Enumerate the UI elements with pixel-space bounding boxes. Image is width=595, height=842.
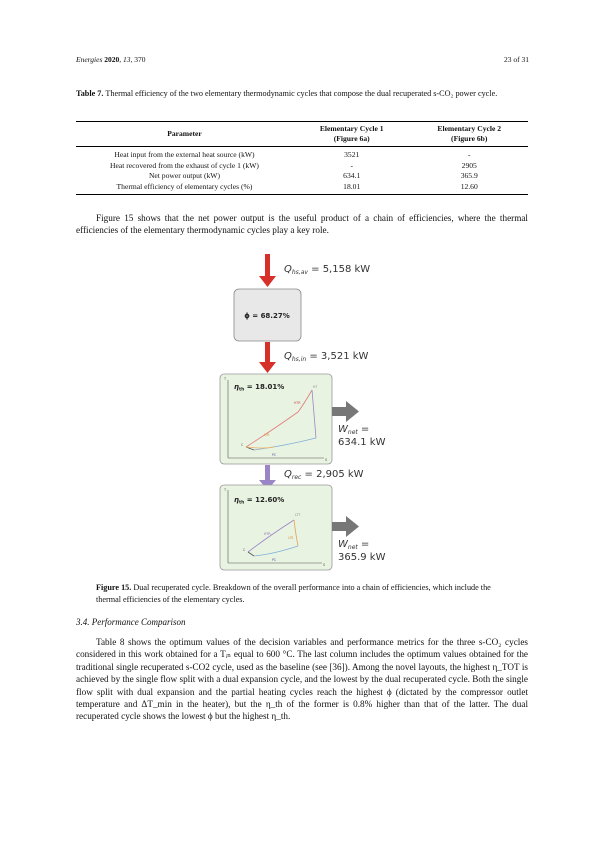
heat-available-arrowhead bbox=[259, 276, 276, 287]
cycle2-label-ltr: LTR bbox=[288, 536, 294, 540]
page-header bbox=[76, 55, 529, 64]
table-row: Heat input from the external heat source (kW) 3521 - bbox=[114, 150, 471, 159]
col-header-cycle2: Elementary Cycle 2 (Figure 6b) bbox=[410, 122, 528, 147]
table-row: Thermal efficiency of elementary cycles (%) 18.01 12.60 bbox=[76, 182, 528, 195]
wnet1-arrowhead bbox=[346, 401, 359, 422]
q-hs-in-label: $Q_{hs,in} = 3,521$ kW bbox=[284, 351, 369, 363]
col-header-parameter: Parameter bbox=[76, 122, 293, 147]
cycle2-label-htr: HTR bbox=[264, 532, 271, 536]
journal-citation: Energies 2020, 13, 370 bbox=[76, 55, 146, 64]
paragraph-intro: Figure 15 shows that the net power output is the useful product of a chain of efficiencies, where the thermal efficiencies of the elementary thermodynamic cycles play a key role. bbox=[76, 213, 528, 236]
cycle1-label-pc: PC bbox=[272, 453, 277, 457]
cycle2-label-c: C bbox=[243, 548, 246, 552]
wnet1-label: $W_{net}$ = bbox=[338, 424, 370, 436]
wnet1-arrow bbox=[332, 407, 347, 416]
eta1-label: $\eta_{th} = 18.01\%$ bbox=[234, 383, 285, 393]
cycle1-label-c: C bbox=[241, 443, 244, 447]
figure-caption: Figure 15. Dual recuperated cycle. Breakdown of the overall performance into a chain of efficiencies, which include the thermal efficiencies of the elementary cycles. bbox=[96, 583, 491, 604]
table-caption: Table 7. Thermal efficiency of the two elementary thermodynamic cycles that compose the dual recuperated s-CO₂ power cycle. bbox=[76, 89, 498, 98]
cycle1-label-ltr: LTR bbox=[264, 433, 270, 437]
heat-recovered-arrow bbox=[265, 465, 270, 482]
cycle2-t-label: T bbox=[224, 488, 227, 492]
page-number: 23 of 31 bbox=[504, 55, 529, 64]
q-rec-label: $Q_{rec} = 2,905$ kW bbox=[284, 469, 364, 481]
paragraph-comparison: Table 8 shows the optimum values of the decision variables and performance metrics for the three s-CO₂ cycles considered in this work obtained for a Tᵢₙ equal to 600 °C. The last column includes the optimum values obtained for the traditional single recuperated s-CO2 cycle, used as the baseline (see [36]). Among the novel layouts, the highest η_TOT is achieved by the single flow split with a dual expansion cycle, and the lowest by the dual recuperated cycle. Both the single flow split with dual expansion and the partial heating cycles reach the highest ϕ (dictated by the compressor outlet temperature and ΔT_min in the heater), but the η_th of the former is 0.8% higher than that of the latter. The dual recuperated cycle shows the lowest ϕ but the highest η_th. bbox=[76, 637, 528, 722]
phi-label: ϕ = 68.27% bbox=[244, 312, 290, 320]
heat-input-arrow bbox=[265, 342, 270, 364]
eta2-label: $\eta_{th} = 12.60\%$ bbox=[234, 496, 285, 506]
q-hs-av-label: $Q_{hs,av} = 5,158$ kW bbox=[284, 264, 371, 276]
cycle1-label-ht: HT bbox=[313, 385, 318, 389]
wnet2-label: $W_{net}$ = bbox=[338, 539, 370, 551]
table-row: Net power output (kW) 634.1 365.9 bbox=[148, 171, 478, 180]
cycle1-s-label: S bbox=[325, 458, 328, 462]
cycle2-s-label: S bbox=[323, 563, 326, 567]
cycle1-t-label: T bbox=[224, 377, 227, 381]
cycle2-label-pc: PC bbox=[272, 558, 277, 562]
section-heading: 3.4. Performance Comparison bbox=[76, 617, 186, 627]
wnet2-value: 365.9 kW bbox=[338, 552, 386, 563]
heat-input-arrowhead bbox=[259, 362, 276, 373]
cycle1-label-htr: HTR bbox=[294, 401, 301, 405]
wnet2-arrow bbox=[332, 522, 347, 531]
wnet2-arrowhead bbox=[346, 516, 359, 537]
cycle2-label-lt: LTT bbox=[295, 513, 301, 517]
efficiency-chain-figure bbox=[214, 254, 414, 574]
table-row: Heat recovered from the exhaust of cycle 1 (kW) - 2905 bbox=[110, 160, 477, 170]
wnet1-value: 634.1 kW bbox=[338, 437, 386, 448]
data-table bbox=[76, 121, 528, 195]
heat-available-arrow bbox=[265, 254, 270, 278]
col-header-cycle1: Elementary Cycle 1 (Figure 6a) bbox=[293, 122, 411, 147]
